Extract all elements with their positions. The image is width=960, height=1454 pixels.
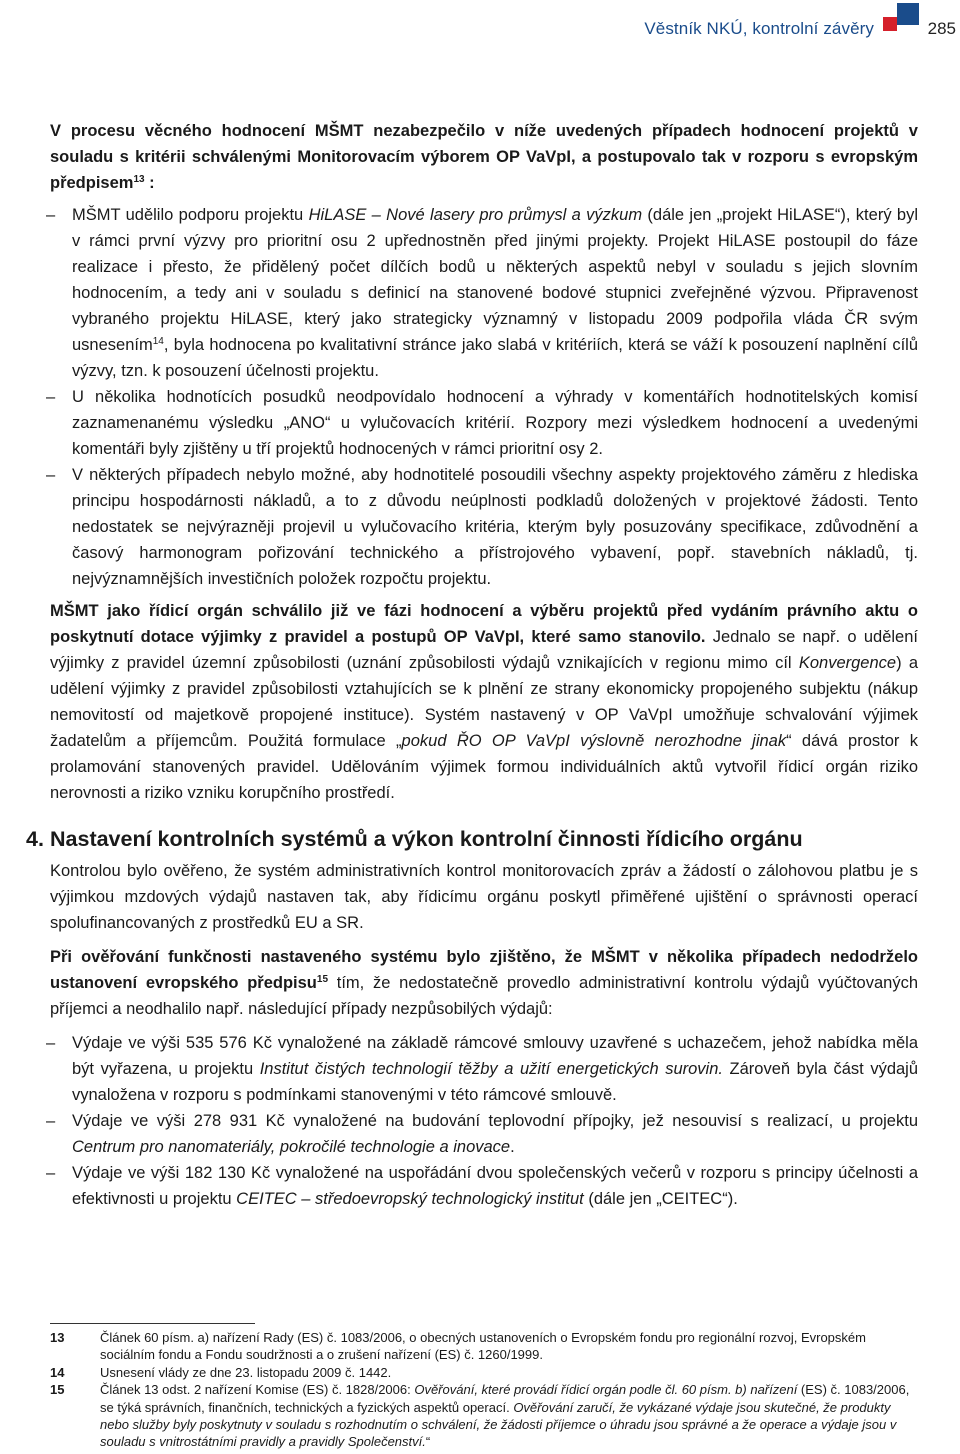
footnote-14: 14 Usnesení vlády ze dne 23. listopadu 2009 č. 1442. <box>50 1364 392 1380</box>
list-item: – Výdaje ve výši 182 130 Kč vynaložené na uspořádání dvou společenských večerů v rozporu s principy účelnosti a efektivnosti u projektu CEITEC – středoevropský technologický institut (dále jen „CEITEC“). <box>46 1164 918 1208</box>
logo-red-square <box>883 17 897 31</box>
running-title: Věstník NKÚ, kontrolní závěry <box>644 19 874 38</box>
logo-blue-square <box>897 3 919 25</box>
findings-list <box>46 202 918 592</box>
control-paragraph: Kontrolou bylo ověřeno, že systém administrativních kontrol monitorovacích zpráv a žádostí o zálohovou platbu je s výjimkou mzdových výdajů nastaven tak, aby řídicímu orgánu poskytl přiměřené ujištění o správnosti operací spolufinancovaných z prostředků EU a SR. <box>50 862 918 932</box>
page-header <box>0 0 960 60</box>
page-number: 285 <box>927 19 956 38</box>
footnote-13: 13 Článek 60 písm. a) nařízení Rady (ES) č. 1083/2006, o obecných ustanoveních o Evropském fondu pro regionální rozvoj, Evropském sociálním fondu a Fondu soudržnosti a o zrušení nařízení (ES) č. 1260/1999. <box>50 1330 866 1363</box>
footnote-ref-15[interactable]: 15 <box>316 974 329 985</box>
section-heading: 4. Nastavení kontrolních systémů a výkon kontrolní činnosti řídicího orgánu <box>26 827 803 851</box>
list-item: – MŠMT udělilo podporu projektu HiLASE – Nové lasery pro průmysl a výzkum (dále jen „projekt HiLASE“), který byl v rámci první výzvy pro prioritní osu 2 upřednostněn před jinými projekty. Projekt HiLASE postoupil do fáze realizace i přesto, že přidělený počet dílčích bodů u některých aspektů nebyl v souladu s jejich slovním hodnocením, a tedy ani v souladu s definicí na stanovené bodové stupnici zveřejněné výzvou. Připravenost vybraného projektu HiLASE, který jako strategicky významný v listopadu 2009 podpořila vláda ČR svým usnesením$^{14}$, byla hodnocena po kvalitativní stránce jako slabá v kritériích, která se váží k posouzení naplnění cílů výzvy, tzn. k posouzení účelnosti projektu. <box>46 206 918 380</box>
footnote-divider <box>50 1323 255 1324</box>
footnote-15: 15 Článek 13 odst. 2 nařízení Komise (ES) č. 1828/2006: Ověřování, které provádí řídicí orgán podle čl. 60 písm. b) nařízení (ES) č. 1083/2006, se týká správních, finančních, technických a fyzických aspektů operací. Ověřování zaručí, že vykázané výdaje jsou skutečné, že produkty nebo služby byly poskytnuty v souladu s rozhodnutím o schválení, že žádosti příjemce o úhradu jsou správné a že operace a výdaje jsou v souladu s vnitrostátními pravidly a pravidly Společenství.“ <box>50 1382 910 1450</box>
intro-paragraph: V procesu věcného hodnocení MŠMT nezabezpečilo v níže uvedených případech hodnocení projektů v souladu s kritérii schválenými Monitorovacím výborem OP VaVpI, a postupovalo tak v rozporu s evropským předpisem$^{13}$ : <box>50 122 918 192</box>
verification-paragraph: Při ověřování funkčnosti nastaveného systému bylo zjištěno, že MŠMT v několika případech nedodrželo ustanovení evropského předpisu$^{15}$ tím, že nedostatečně provedlo administrativní kontrolu výdajů vyúčtovaných příjemci a neodhalilo např. následující případy nezpůsobilých výdajů: <box>50 948 918 1018</box>
list-item: – Výdaje ve výši 535 576 Kč vynaložené na základě rámcové smlouvy uzavřené s uchazečem, jehož nabídka měla být vyřazena, u projektu Institut čistých technologií těžby a užití energetických surovin. Zároveň byla část výdajů vynaložena v rozporu s podmínkami stanovenými v této rámcové smlouvě. <box>46 1034 919 1104</box>
footnotes <box>50 1329 918 1451</box>
list-item: – Výdaje ve výši 278 931 Kč vynaložené na budování teplovodní přípojky, jež nesouvisí s realizací, u projektu Centrum pro nanomateriály, pokročilé technologie a inovace. <box>46 1112 918 1156</box>
list-item: – V některých případech nebylo možné, aby hodnotitelé posoudili všechny aspekty projektového záměru z hlediska principu hospodárnosti nákladů, a to z důvodu neúplnosti podkladů doložených v projektové žádosti. Tento nedostatek se nejvýrazněji projevil u vylučovacího kritéria, kterým byly posuzovány specifikace, zdůvodnění a časový harmonogram pořizování technického a přístrojového vybavení, popř. stavebních nákladů, tj. nejvýznamnějších investičních položek rozpočtu projektu. <box>46 466 918 588</box>
exceptions-paragraph: MŠMT jako řídicí orgán schválilo již ve fázi hodnocení a výběru projektů před vydáním právního aktu o poskytnutí dotace výjimky z pravidel a postupů OP VaVpI, které samo stanovilo. Jednalo se např. o udělení výjimky z pravidel územní způsobilosti (uznání způsobilosti výdajů vznikajících v regionu mimo cíl Konvergence) a udělení výjimky z pravidel způsobilosti vztahujících se k plnění ze strany ekonomicky propojeného subjektu (nákup nemovitostí od majetkově propojené instituce). Systém nastavený v OP VaVpI umožňuje schvalování výjimek žadatelům a příjemcům. Použitá formulace „pokud ŘO OP VaVpI výslovně nerozhodne jinak“ dává prostor k prolamování stanovených pravidel. Udělováním výjimek formou individuálních aktů vytvořil řídicí orgán riziko nerovnosti a riziko vzniku korupčního prostředí. <box>50 602 918 802</box>
footnote-ref-14[interactable]: 14 <box>152 336 164 347</box>
main-content <box>26 118 919 1212</box>
nku-logo-icon <box>883 3 919 39</box>
list-item: – U několika hodnotících posudků neodpovídalo hodnocení a výhrady v komentářích hodnotitelských komisí zaznamenanému výsledku „ANO“ u vylučovacích kritérií. Rozpory mezi výsledkem hodnocení a uvedenými komentáři byly zjištěny u tří projektů hodnocených v rámci prioritní osy 2. <box>46 388 918 458</box>
footnote-ref-13[interactable]: 13 <box>133 174 145 185</box>
expenditure-list <box>46 1030 919 1212</box>
